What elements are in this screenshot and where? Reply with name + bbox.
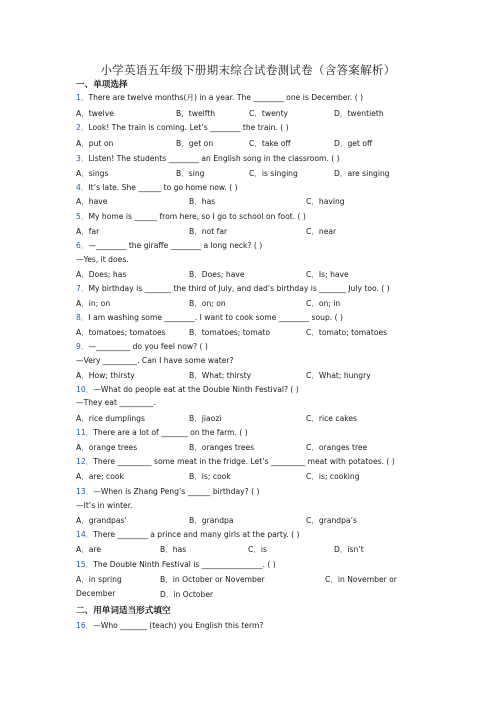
option-a: A．rice dumplings [76,414,145,423]
options-row [76,138,496,150]
option-c: C．What; hungry [306,371,371,380]
question-stem: My birthday is _______ the third of July, and dad’s birthday is _______ July too. ( ) [88,284,390,293]
option-c: C．tomato; tomatoes [306,328,388,337]
options-row [76,226,496,238]
options-row [76,196,496,208]
option-a: A．orange trees [76,443,138,452]
question-stem: The Double Ninth Festival is ________________. ( ) [93,560,276,569]
option-c: C．having [306,197,345,206]
option-a: A．have [76,197,108,206]
question-stem: Listen! The students ________ an English song in the classroom. ( ) [88,154,340,163]
option-d: D．get off [334,139,373,148]
question-4 [76,182,238,193]
option-d: D．in October [160,590,214,599]
option-d: D．isn’t [334,545,364,554]
options-row [76,327,496,339]
question-stem: —________ the giraffe ________ a long neck? ( ) [88,241,263,250]
question-stem: —Who _______ (teach) you English this term? [93,621,264,630]
dialogue-line: —They eat _________. [76,398,156,407]
question-number: 14． [76,530,94,539]
question-number: 7． [76,284,89,293]
question-3 [76,153,340,164]
option-a: A．in spring [76,575,122,584]
question-stem: Look! The train is coming. Let’s ________ the train. ( ) [88,123,289,132]
options-row [76,168,496,180]
question-stem: There _________ some meat in the fridge. Let’s _________ meat with potatoes. ( ) [93,457,395,466]
option-b: B．oranges trees [189,443,255,452]
question-number: 12． [76,457,94,466]
option-c: C．on; in [306,299,341,308]
question-stem: —_________ do you feel now? ( ) [88,342,208,351]
dialogue-line: —Very _________. Can I have some water? [76,356,234,365]
option-c: C．is [248,545,267,554]
question-7 [76,283,390,294]
question-number: 6． [76,241,89,250]
option-c: C．twenty [249,109,289,118]
question-1 [76,92,363,103]
question-5 [76,211,306,222]
question-10 [76,384,299,395]
question-stem: There ________ a prince and many girls at the party. ( ) [93,530,300,539]
question-number: 4． [76,183,89,192]
question-stem: I am washing some ________. I want to cook some ________ soup. ( ) [88,313,343,322]
option-b: B．sing [176,169,205,178]
question-stem: There are twelve months(月) in a year. The ________ one is December. ( ) [88,93,364,102]
option-c: C．rice cakes [306,414,357,423]
question-stem: —What do people eat at the Double Ninth Festival? ( ) [93,385,299,394]
dialogue-line: —It’s in winter. [76,501,133,510]
question-number: 11． [76,428,94,437]
option-a: A．tomatoes; tomatoes [76,328,166,337]
options-row [76,413,496,425]
option-b: B．tomatoes; tomato [189,328,270,337]
options-row [76,108,496,120]
options-row [76,544,496,556]
question-stem: There are a lot of _______ on the farm. ( ) [93,428,248,437]
option-a: A．put on [76,139,114,148]
question-2 [76,122,289,133]
option-b: B．Does; have [189,270,245,279]
question-9 [76,341,208,352]
question-number: 8． [76,313,89,322]
page-title: 小学英语五年级下册期末综合试卷测试卷（含答案解析） [100,63,396,77]
option-a: A．in; on [76,299,111,308]
option-b: B．on; on [189,299,226,308]
option-b: B．What; thirsty [189,371,252,380]
option-a: A．are; cook [76,472,124,481]
question-number: 2． [76,123,89,132]
question-number: 13． [76,487,94,496]
question-number: 15． [76,560,94,569]
option-c: C．oranges tree [306,443,368,452]
option-a: A．How; thirsty [76,371,135,380]
option-a: A．far [76,227,100,236]
option-c: C．is singing [249,169,298,178]
option-c: C．grandpa’s [306,516,357,525]
option-a: A．are [76,545,102,554]
options-row [76,269,496,281]
option-d: D．twentieth [334,109,384,118]
option-a: A．twelve [76,109,114,118]
options-row [76,370,496,382]
question-number: 5． [76,212,89,221]
option-b: B．not far [189,227,228,236]
options-row [76,298,496,310]
options-row [76,471,496,483]
options-row [76,574,496,586]
question-12 [76,456,395,467]
option-b: B．twelfth [176,109,216,118]
option-a: A．grandpas’ [76,516,127,525]
option-b: B．in October or November [160,575,265,584]
question-11 [76,427,248,438]
question-stem: My home is ______ from here, so I go to school on foot. ( ) [88,212,306,221]
question-number: 10． [76,385,94,394]
option-b: B．jiaozi [189,414,222,423]
options-row [76,442,496,454]
options-row [76,515,496,527]
dialogue-line: —Yes, it does. [76,255,129,264]
question-13 [76,486,259,497]
question-stem: It’s late. She ______ to go home now. ( ) [88,183,238,192]
question-number: 1． [76,93,89,102]
section-heading-choice: 一、单项选择 [76,80,128,90]
question-14 [76,529,300,540]
option-d: D．are singing [334,169,390,178]
option-c: C．Is; have [306,270,349,279]
option-c: C．take off [249,139,291,148]
options-row-continued [76,589,496,601]
option-b: B．grandpa [189,516,234,525]
option-c-continued: December [76,589,116,598]
question-number: 3． [76,154,89,163]
option-b: B．is; cook [189,472,231,481]
option-c: C．near [306,227,337,236]
option-b: B．has [189,197,216,206]
option-c: C．is; cooking [306,472,360,481]
section-heading-fill: 二、用单词适当形式填空 [76,606,171,616]
question-stem: —When is Zhang Peng’s ______ birthday? ( ) [93,487,260,496]
question-number: 16． [76,621,94,630]
question-15 [76,559,276,570]
option-a: A．Does; has [76,270,127,279]
question-16 [76,620,263,631]
option-c: C．in November or [325,575,397,584]
option-a: A．sings [76,169,109,178]
option-b: B．has [160,545,187,554]
question-6 [76,240,262,251]
question-number: 9． [76,342,89,351]
option-b: B．get on [176,139,214,148]
question-8 [76,312,343,323]
